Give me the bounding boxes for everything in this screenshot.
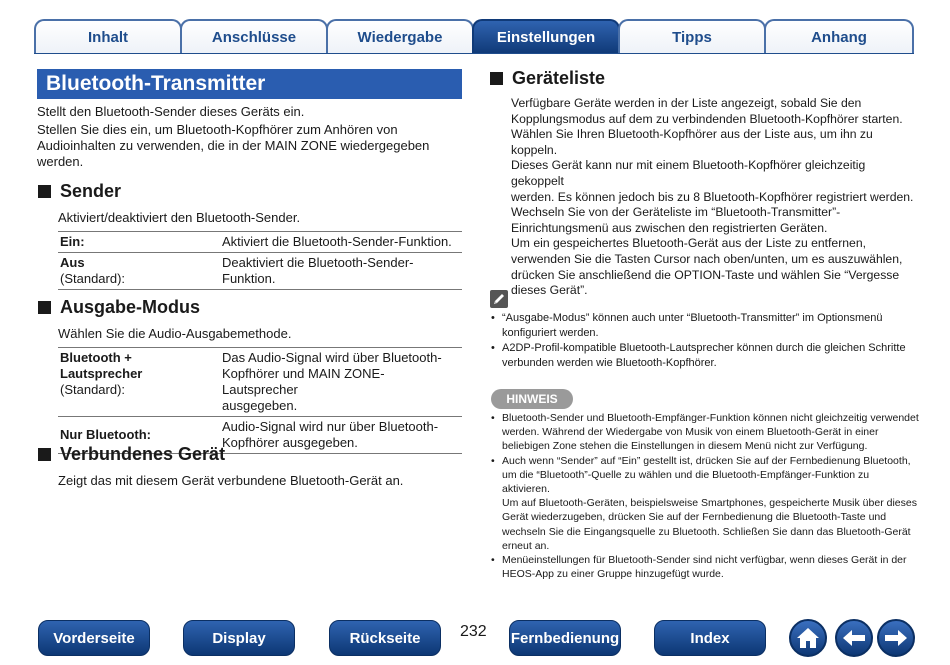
verbunden-heading [38,444,225,465]
geraete-line: verwenden Sie die Tasten Cursor nach oben/unten, um es auszuwählen, [511,251,903,266]
home-icon [795,626,821,650]
geraete-line: Wechseln Sie von der Geräteliste im “Bluetooth-Transmitter”- [511,205,841,220]
sender-desc: Aktiviert/deaktiviert den Bluetooth-Sender. [58,210,301,225]
geraete-paragraph [511,96,921,299]
option-value: Das Audio-Signal wird über Bluetooth- Kopfhörer und MAIN ZONE-Lautsprecher ausgegeben. [220,348,462,417]
geraete-line: Um ein gespeichertes Bluetooth-Gerät aus der Liste zu entfernen, [511,236,866,251]
table-row [58,253,462,290]
geraete-line: drücken Sie anschließend die OPTION-Taste und wählen Sie “Vergesse [511,267,900,282]
list-item: • Auch wenn “Sender” auf “Ein” gestellt ist, drücken Sie auf der Fernbedienung Bluetooth, um die “Bluetooth”-Quelle zu wählen und die Bluetooth-Empfänger-Funktion zu aktivieren. Um auf Bluetooth-Geräten, beispielsweise Smartphones, gespeicherte Musik über dieses Gerät wiederzugeben, drücken Sie auf der Fernbedienung die Bluetooth-Taste und wechseln Sie die Eingangsquelle zu Bluetooth. Schließen Sie dann das Bluetooth-Gerät erneut an. [491,454,919,553]
sender-heading [38,181,121,202]
intro-line-4: werden. [37,154,84,169]
table-row [58,348,462,417]
heading-square-icon [490,72,503,85]
page-number: 232 [460,623,487,640]
hinweis-list [491,411,919,581]
verbunden-desc: Zeigt das mit diesem Gerät verbundene Bluetooth-Gerät an. [58,473,404,488]
back-button[interactable] [835,619,873,657]
tab-einstellungen[interactable]: Einstellungen [472,19,620,53]
list-item: • “Ausgabe-Modus” können auch unter “Bluetooth-Transmitter” im Optionsmenü konfiguriert werden. [491,311,911,341]
ausgabe-heading [38,297,200,318]
arrow-left-icon [841,628,867,648]
rueckseite-button[interactable]: Rückseite [329,620,441,656]
ausgabe-desc: Wählen Sie die Audio-Ausgabemethode. [58,326,292,341]
heading-square-icon [38,185,51,198]
option-key: Ein: [58,232,220,253]
page-title: Bluetooth-Transmitter [37,69,462,99]
geraete-line: Verfügbare Geräte werden in der Liste angezeigt, sobald Sie den [511,96,862,110]
ausgabe-heading-text: Ausgabe-Modus [60,297,201,317]
option-key: Aus (Standard): [58,253,220,290]
sender-table [58,231,462,290]
notes-list [491,311,911,371]
heading-square-icon [38,448,51,461]
intro-line-2: Stellen Sie dies ein, um Bluetooth-Kopfhörer zum Anhören von [37,122,398,137]
table-row [58,232,462,253]
option-key: Bluetooth + Lautsprecher (Standard): [58,348,220,417]
list-item: • Menüeinstellungen für Bluetooth-Sender sind nicht verfügbar, wenn dieses Gerät in der HEOS-App zu einer Gruppe hinzugefügt wurde. [491,553,919,581]
tab-anhang[interactable]: Anhang [764,19,914,53]
tab-bar [34,16,914,54]
vorderseite-button[interactable]: Vorderseite [38,620,150,656]
geraete-line: Kopplungsmodus auf dem zu verbindenden Bluetooth-Kopfhörer starten. [511,111,903,126]
option-value: Deaktiviert die Bluetooth-Sender- Funktion. [220,253,462,290]
geraete-line: dieses Gerät”. [511,283,588,298]
list-item: • Bluetooth-Sender und Bluetooth-Empfänger-Funktion können nicht gleichzeitig verwendet werden. Während der Wiedergabe von Musik von einem Bluetooth-Gerät in einer beliebigen Zone stehen die Einstellungen in diesem Menü nicht zur Verfügung. [491,411,919,454]
heading-square-icon [38,301,51,314]
option-value: Audio-Signal wird nur über Bluetooth- Kopfhörer ausgegeben. [220,417,462,454]
tab-anschluesse[interactable]: Anschlüsse [180,19,328,53]
geraete-heading [490,68,605,89]
option-value: Aktiviert die Bluetooth-Sender-Funktion. [220,232,462,253]
arrow-right-icon [883,628,909,648]
option-key: Nur Bluetooth: [58,417,220,454]
list-item: • A2DP-Profil-kompatible Bluetooth-Lautsprecher können durch die gleichen Schritte verbunden werden wie Bluetooth-Kopfhörer. [491,341,911,371]
tab-tipps[interactable]: Tipps [618,19,766,53]
display-button[interactable]: Display [183,620,295,656]
verbunden-heading-text: Verbundenes Gerät [60,444,226,464]
ausgabe-table [58,347,462,454]
tab-inhalt[interactable]: Inhalt [34,19,182,53]
intro-line-1: Stellt den Bluetooth-Sender dieses Geräts ein. [37,104,305,119]
geraete-line: Wählen Sie Ihren Bluetooth-Kopfhörer aus der Liste aus, um ihn zu koppeln. [511,127,873,157]
home-button[interactable] [789,619,827,657]
forward-button[interactable] [877,619,915,657]
geraete-line: Einrichtungsmenü aus zwischen den registrierten Geräten. [511,220,828,235]
hinweis-badge: HINWEIS [491,389,573,409]
geraete-line: werden. Es können jedoch bis zu 8 Bluetooth-Kopfhörer registriert werden. [511,189,914,204]
sender-heading-text: Sender [60,181,122,201]
pencil-note-icon [490,290,508,308]
geraete-line: Dieses Gerät kann nur mit einem Bluetooth-Kopfhörer gleichzeitig gekoppelt [511,158,866,188]
fernbedienung-button[interactable]: Fernbedienung [509,620,621,656]
intro-line-3: Audioinhalten zu verwenden, die in der MAIN ZONE wiedergegeben [37,138,430,153]
geraete-heading-text: Geräteliste [512,68,606,88]
index-button[interactable]: Index [654,620,766,656]
tab-wiedergabe[interactable]: Wiedergabe [326,19,474,53]
